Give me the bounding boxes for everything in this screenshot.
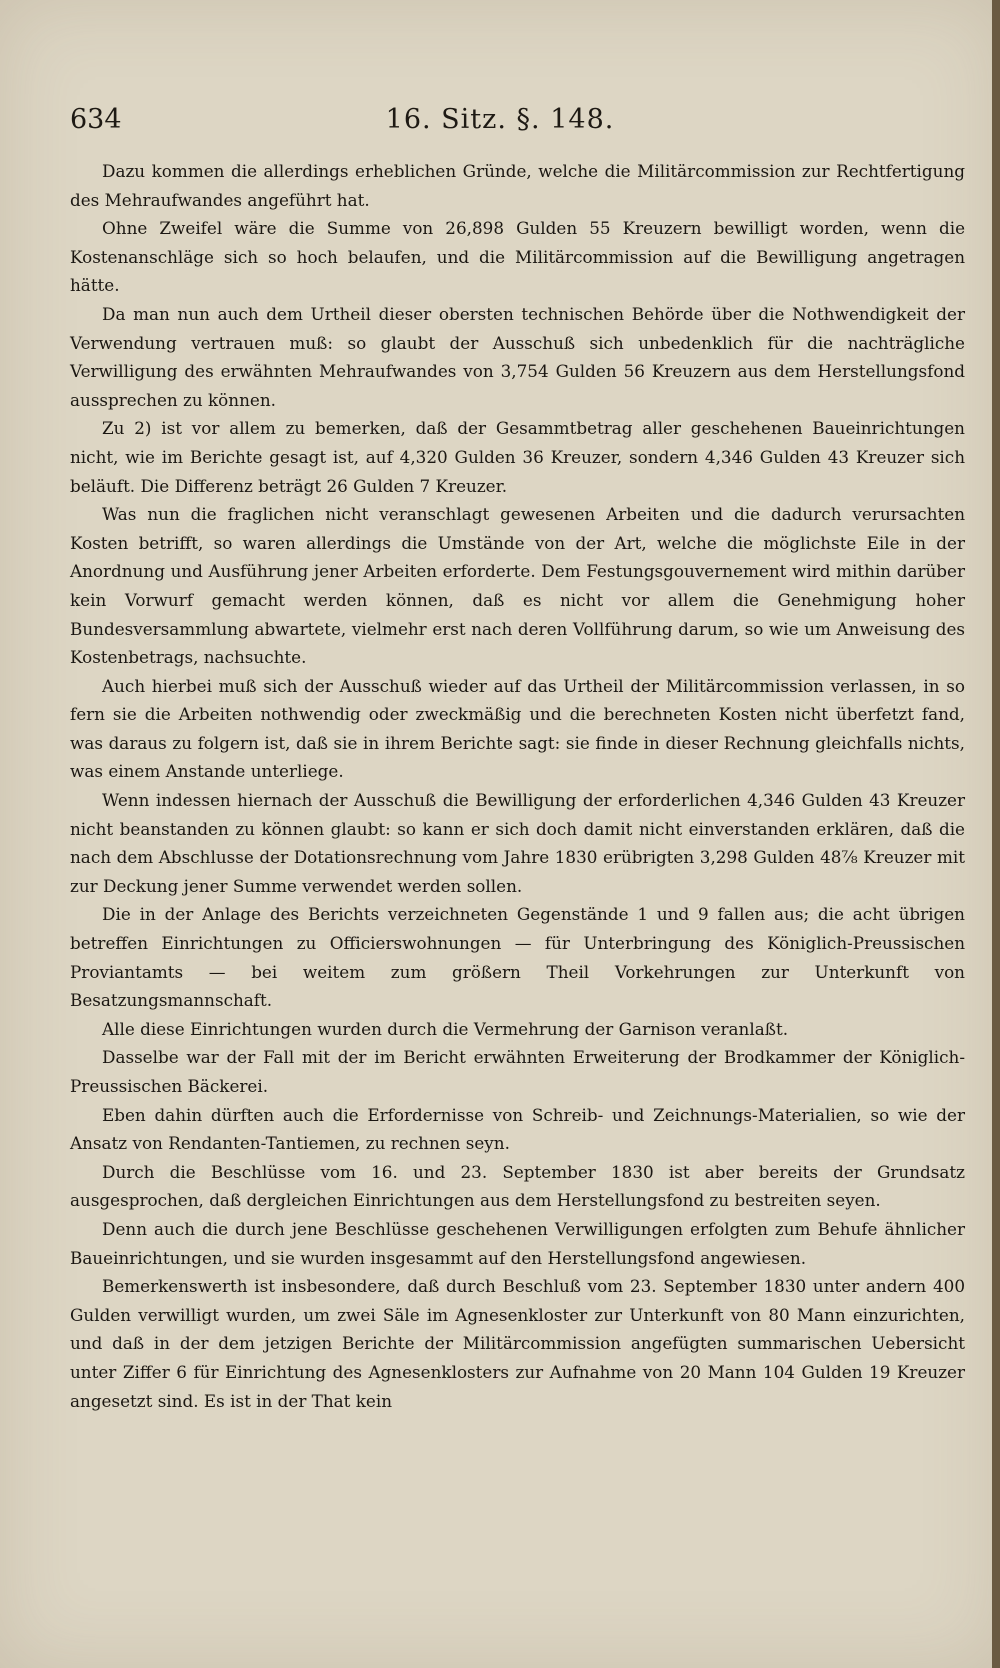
page-number: 634	[70, 104, 122, 135]
paragraph: Dazu kommen die allerdings erheblichen Gründe, welche die Militärcommission zur Rechtfertigung des Mehraufwandes angeführt hat.	[70, 161, 965, 210]
paragraph: Zu 2) ist vor allem zu bemerken, daß der Gesammtbetrag aller geschehenen Baueinrichtungen nicht, wie im Berichte gesagt ist, auf 4,320 Gulden 36 Kreuzer, sondern 4,346 Gulden 43 Kreuzer sich beläuft. Die Differenz beträgt 26 Gulden 7 Kreuzer.	[70, 418, 965, 496]
running-head: 16. Sitz. §. 148.	[385, 104, 615, 135]
paragraph: Bemerkenswerth ist insbesondere, daß durch Beschluß vom 23. September 1830 unter andern 400 Gulden verwilligt wurden, um zwei Säle im Agnesenkloster zur Unterkunft von 80 Mann einzurichten, und daß in der dem jetzigen Berichte der Militärcommission angefügten summarischen Uebersicht unter Ziffer 6 für Einrichtung des Agnesenklosters zur Aufnahme von 20 Mann 104 Gulden 19 Kreuzer angesetzt sind. Es ist in der That kein	[70, 1276, 965, 1411]
paragraph: Alle diese Einrichtungen wurden durch die Vermehrung der Garnison veranlaßt.	[102, 1018, 789, 1039]
page-edge	[992, 0, 1000, 1668]
paragraph: Denn auch die durch jene Beschlüsse geschehenen Verwilligungen erfolgten zum Behufe ähnlicher Baueinrichtungen, und sie wurden insgesammt auf den Herstellungsfond angewiesen.	[70, 1218, 965, 1268]
paragraph: Durch die Beschlüsse vom 16. und 23. September 1830 ist aber bereits der Grundsatz ausgesprochen, daß dergleichen Einrichtungen aus dem Herstellungsfond zu bestreiten seyen.	[70, 1161, 965, 1211]
paragraph: Ohne Zweifel wäre die Summe von 26,898 Gulden 55 Kreuzern bewilligt worden, wenn die Kostenanschläge sich so hoch belaufen, und die Militärcommission auf die Bewilligung angetragen hätte.	[70, 218, 965, 296]
body-text	[70, 157, 965, 1415]
paragraph: Auch hierbei muß sich der Ausschuß wieder auf das Urtheil der Militärcommission verlassen, in so fern sie die Arbeiten nothwendig oder zweckmäßig und die berechneten Kosten nicht überfetzt fand, was daraus zu folgern ist, daß sie in ihrem Berichte sagt: sie finde in dieser Rechnung gleichfalls nichts, was einem Anstande unterliege.	[70, 675, 965, 782]
paragraph: Wenn indessen hiernach der Ausschuß die Bewilligung der erforderlichen 4,346 Gulden 43 Kreuzer nicht beanstanden zu können glaubt: so kann er sich doch damit nicht einverstanden erklären, daß die nach dem Abschlusse der Dotationsrechnung vom Jahre 1830 erübrigten 3,298 Gulden 48⅞ Kreuzer mit zur Deckung jener Summe verwendet werden sollen.	[70, 790, 965, 896]
paragraph: Eben dahin dürften auch die Erfordernisse von Schreib- und Zeichnungs-Materialien, so wie der Ansatz von Rendanten-Tantiemen, zu rechnen seyn.	[70, 1104, 965, 1154]
paragraph: Da man nun auch dem Urtheil dieser obersten technischen Behörde über die Nothwendigkeit der Verwendung vertrauen muß: so glaubt der Ausschuß sich unbedenklich für die nachträgliche Verwilligung des erwähnten Mehraufwandes von 3,754 Gulden 56 Kreuzern aus dem Herstellungsfond aussprechen zu können.	[70, 303, 965, 410]
page-header	[70, 104, 930, 144]
paragraph: Die in der Anlage des Berichts verzeichneten Gegenstände 1 und 9 fallen aus; die acht übrigen betreffen Einrichtungen zu Officierswohnungen — für Unterbringung des Königlich-Preussischen Proviantamts — bei weitem zum größern Theil Vorkehrungen zur Unterkunft von Besatzungsmannschaft.	[70, 904, 965, 1011]
paragraph: Dasselbe war der Fall mit der im Bericht erwähnten Erweiterung der Brodkammer der Königlich-Preussischen Bäckerei.	[70, 1047, 965, 1096]
paragraph: Was nun die fraglichen nicht veranschlagt gewesenen Arbeiten und die dadurch verursachten Kosten betrifft, so waren allerdings die Umstände von der Art, welche die möglichste Eile in der Anordnung und Ausführung jener Arbeiten erforderte. Dem Festungsgouvernement wird mithin darüber kein Vorwurf gemacht werden können, daß es nicht vor allem die Genehmigung hoher Bundesversammlung abwartete, vielmehr erst nach deren Vollführung darum, so wie um Anweisung des Kostenbetrags, nachsuchte.	[70, 504, 965, 668]
